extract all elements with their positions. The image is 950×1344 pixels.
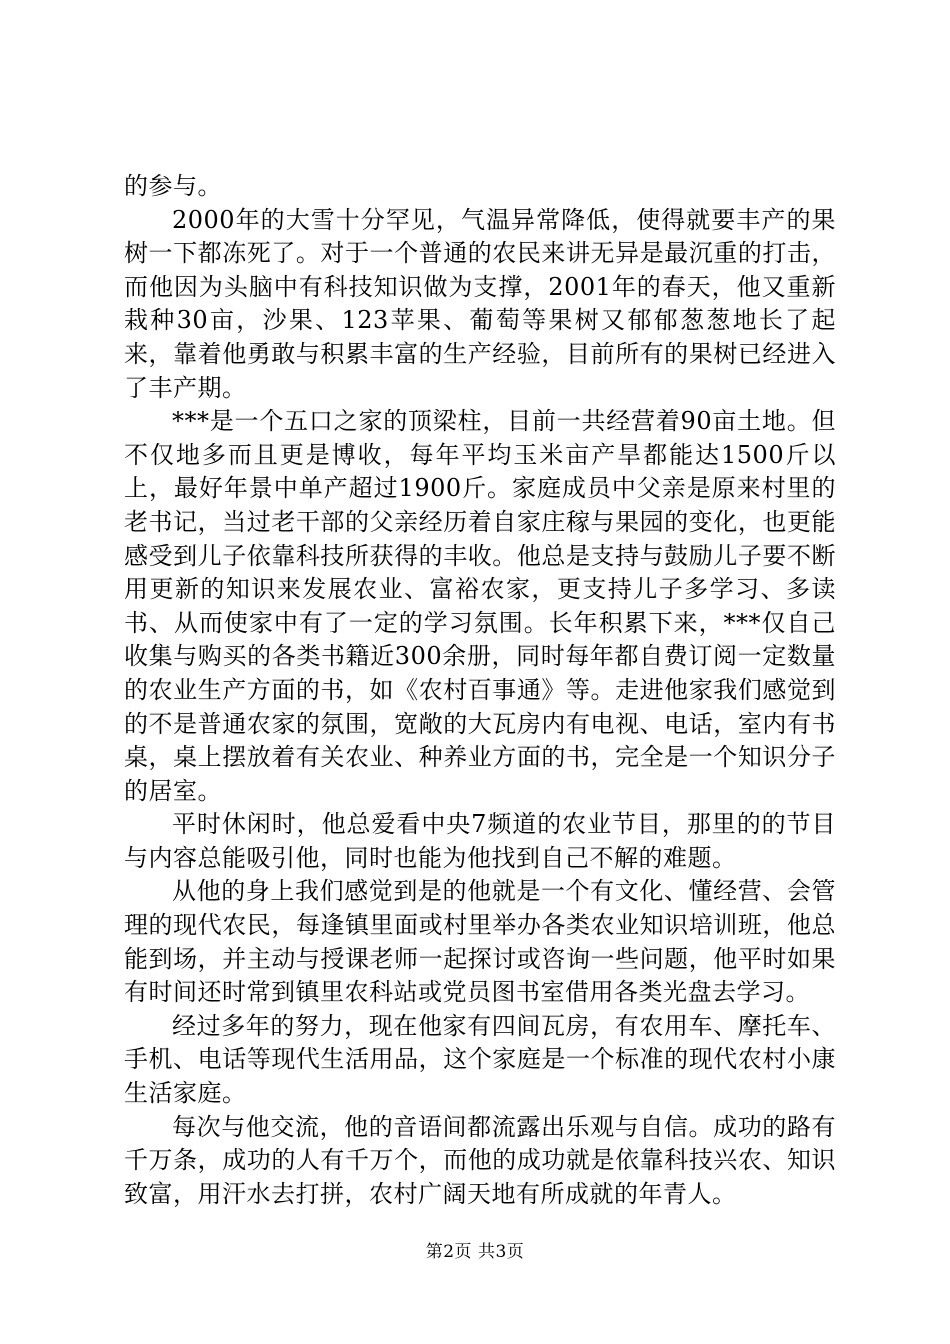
paragraph-leisure: 平时休闲时，他总爱看中央7频道的农业节目，那里的的节目与内容总能吸引他，同时也能为他找到自己不解的难题。 — [124, 810, 836, 872]
paragraph-snowstorm: 2000年的大雪十分罕见，气温异常降低，使得就要丰产的果树一下都冻死了。对于一个普通的农民来讲无异是最沉重的打击，而他因为头脑中有科技知识做为支撑，2001年的春天，他又重新栽种30亩，沙果、123苹果、葡萄等果树又郁郁葱葱地长了起来，靠着他勇敢与积累丰富的生产经验，目前所有的果树已经进入了丰产期。 — [124, 205, 836, 402]
paragraph-family: ***是一个五口之家的顶梁柱，目前一共经营着90亩土地。但不仅地多而且更是博收，每年平均玉米亩产旱都能达1500斤以上，最好年景中单产超过1900斤。家庭成员中父亲是原来村里的老书记，当过老干部的父亲经历着自家庄稼与果园的变化，也更能感受到儿子依靠科技所获得的丰收。他总是支持与鼓励儿子要不断用更新的知识来发展农业、富裕农家，更支持儿子多学习、多读书、从而使家中有了一定的学习氛围。长年积累下来，***仅自己收集与购买的各类书籍近300余册，同时每年都自费订阅一定数量的农业生产方面的书，如《农村百事通》等。走进他家我们感觉到的不是普通农家的氛围，宽敞的大瓦房内有电视、电话，室内有书桌，桌上摆放着有关农业、种养业方面的书，完全是一个知识分子的居室。 — [124, 407, 836, 805]
paragraph-modern-farmer: 从他的身上我们感觉到是的他就是一个有文化、懂经营、会管理的现代农民，每逢镇里面或村里举办各类农业知识培训班，他总能到场，并主动与授课老师一起探讨或咨询一些问题，他平时如果有时间还时常到镇里农科站或党员图书室借用各类光盘去学习。 — [124, 877, 836, 1007]
document-body — [124, 170, 836, 1211]
paragraph-conclusion: 每次与他交流，他的音语间都流露出乐观与自信。成功的路有千万条，成功的人有千万个，而他的成功就是依靠科技兴农、知识致富，用汗水去打拼，农村广阔天地有所成就的年青人。 — [124, 1112, 836, 1208]
paragraph-continuation: 的参与。 — [124, 172, 222, 200]
paragraph-prosperity: 经过多年的努力，现在他家有四间瓦房，有农用车、摩托车、手机、电话等现代生活用品，这个家庭是一个标准的现代农村小康生活家庭。 — [124, 1011, 836, 1108]
page-footer: 第2页 共3页 — [425, 1242, 525, 1262]
